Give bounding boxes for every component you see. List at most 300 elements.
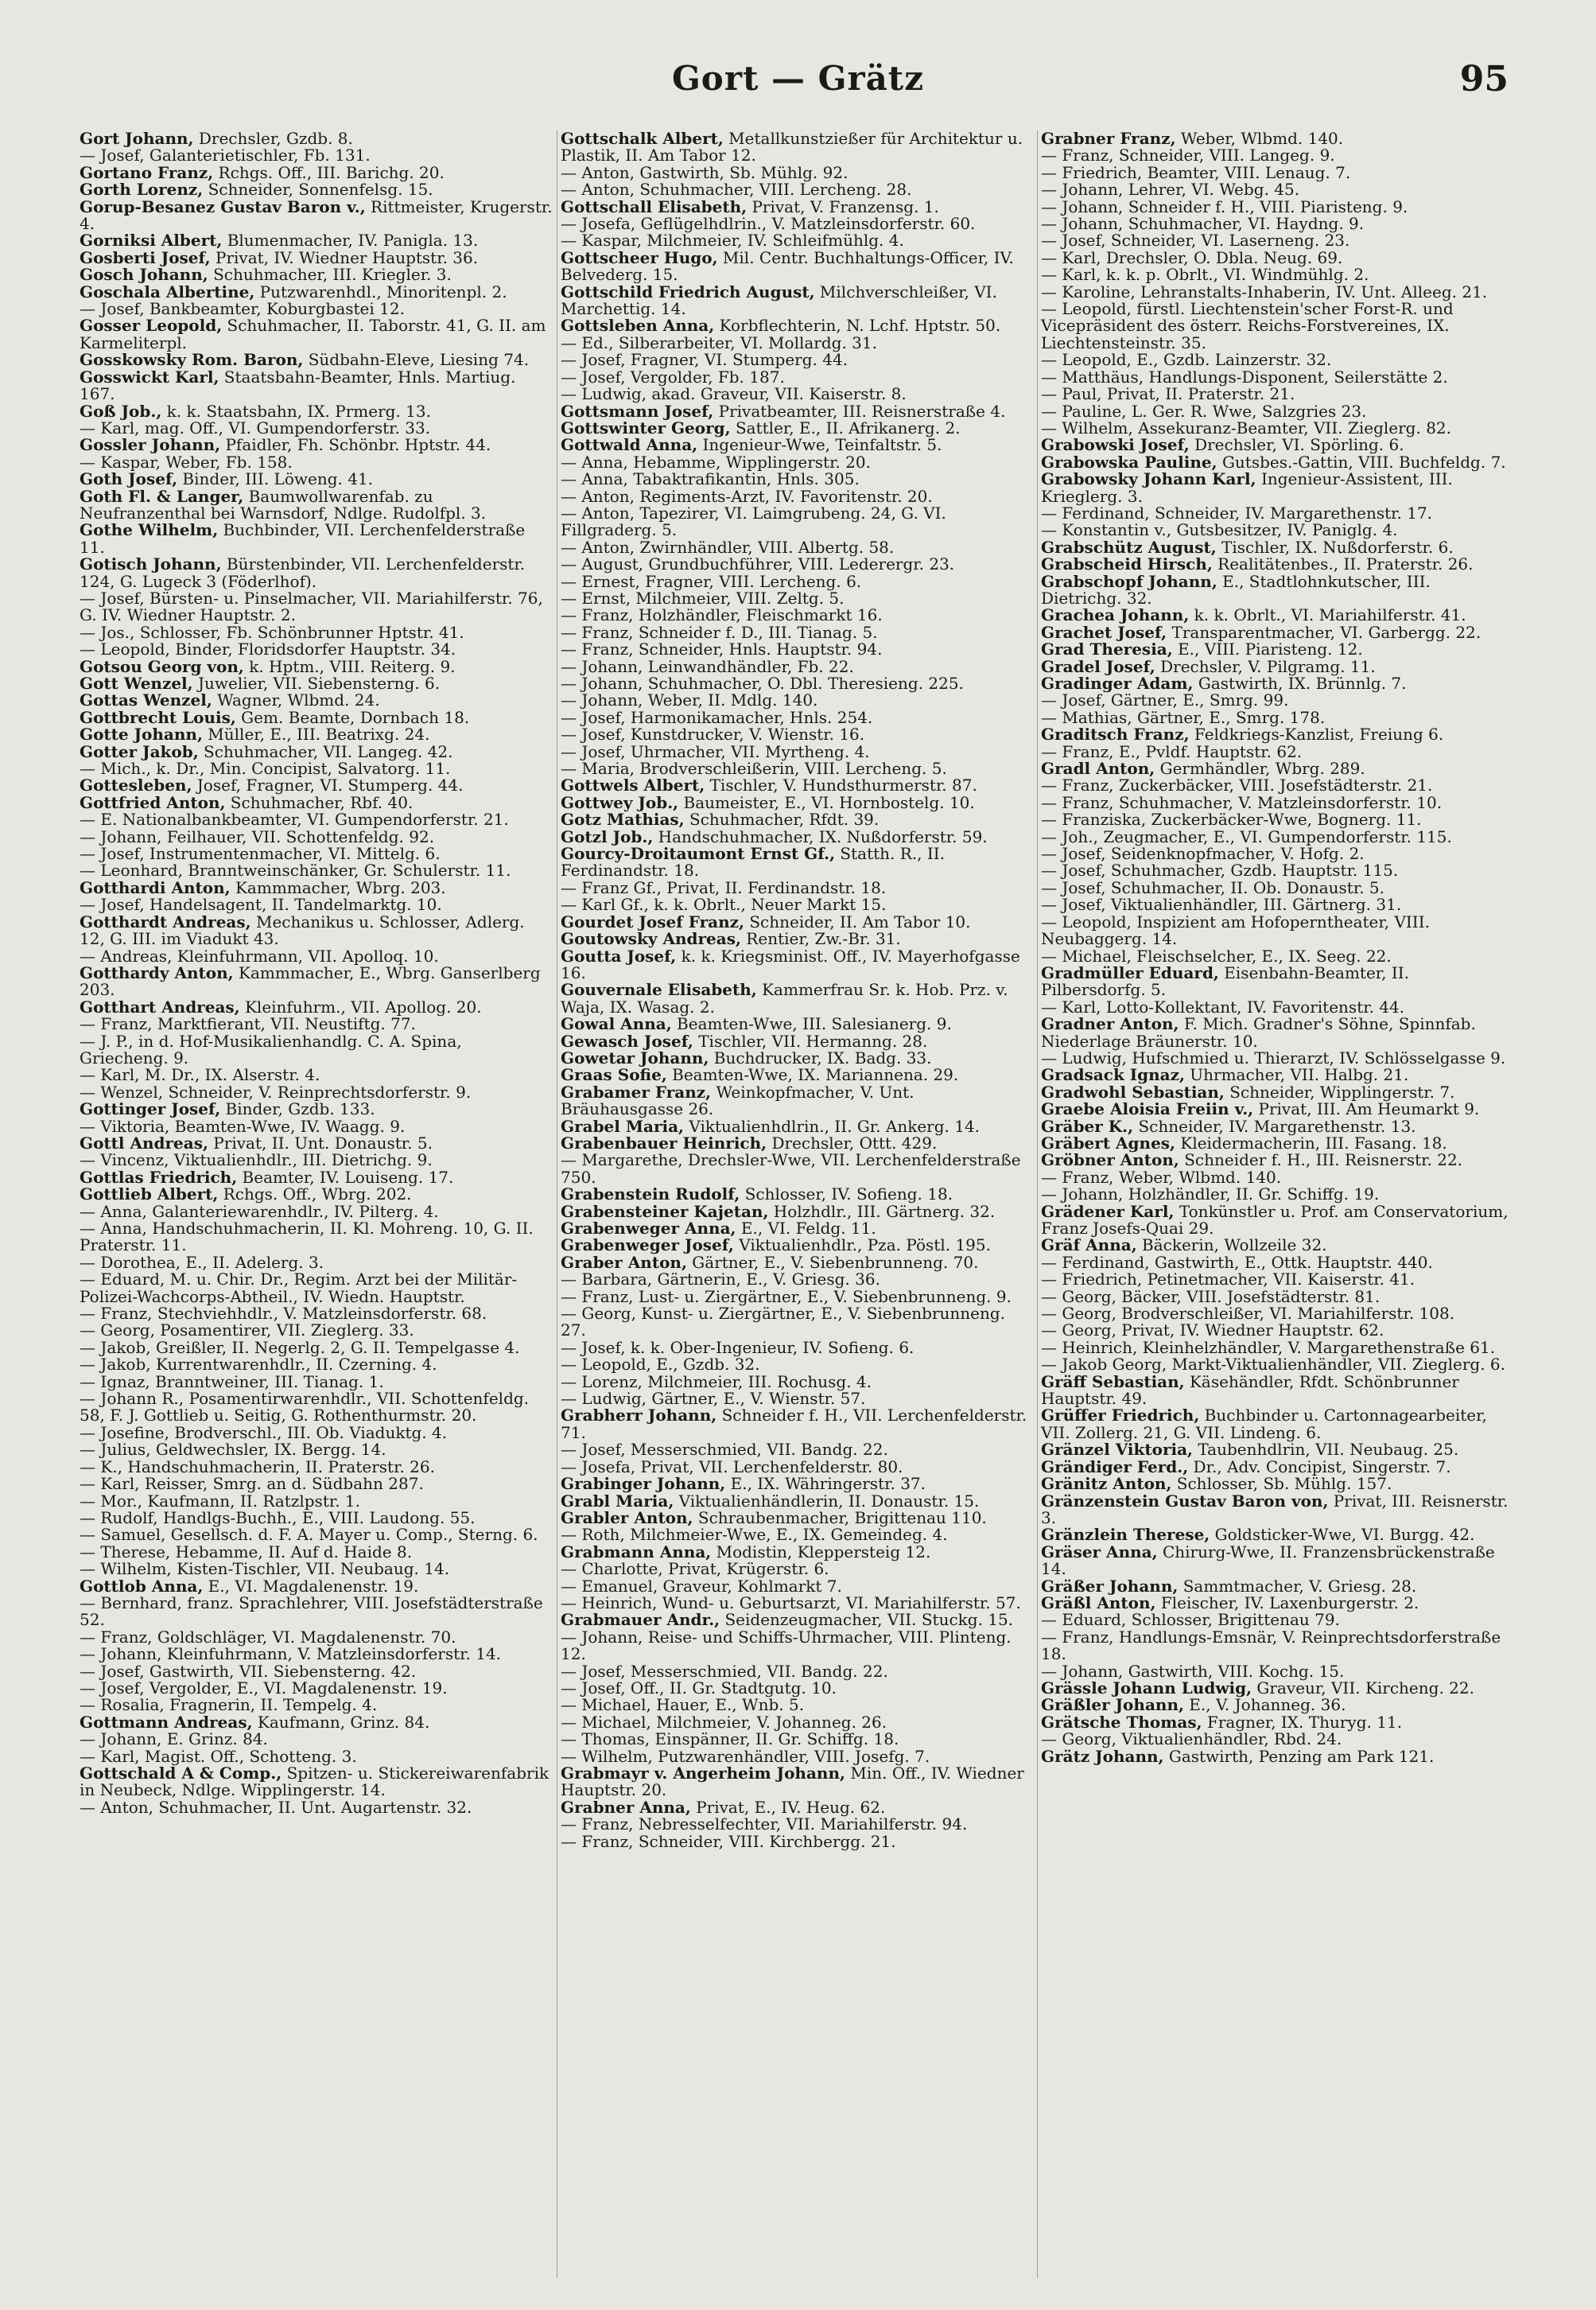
entry-name: Gräßler Johann, [1041,1695,1184,1715]
entry-name: Grabscheid Hirsch, [1041,554,1213,574]
directory-entry [561,1507,1035,1527]
directory-entry [80,624,553,641]
directory-entry [80,1271,553,1305]
entry-details: — Karl, Drechsler, O. Dbla. Neug. 69. [1041,247,1343,267]
directory-entry [1041,962,1515,1000]
directory-entry [80,656,553,676]
entry-details: E., VI. Feldg. 11. [736,1219,876,1238]
directory-entry [1041,641,1515,658]
directory-entry [561,1526,1035,1543]
entry-details: — Josef, Gastwirth, VII. Siebensterng. 42. [80,1661,417,1681]
entry-details: Graveur, VII. Kircheng. 22. [1252,1678,1474,1698]
directory-entry [1041,1748,1515,1765]
directory-entry [80,1305,553,1322]
entry-name: Gorth Lorenz, [80,180,204,200]
directory-entry [80,1765,553,1799]
directory-entry [80,1526,553,1543]
entry-details: — Johann, Gastwirth, VIII. Kochg. 15. [1041,1661,1345,1681]
entry-details: Holzhdlr., III. Gärtnerg. 32. [768,1201,996,1221]
entry-name: Grabschopf Johann, [1041,571,1217,591]
directory-entry [80,777,553,794]
entry-details: — Anton, Regiments-Arzt, IV. Favoritenstr. 20. [561,486,933,506]
entry-details: Viktualienhdlrin., II. Gr. Ankerg. 14. [684,1116,981,1136]
entry-name: Graas Sofie, [561,1065,667,1085]
directory-entry [561,1697,1035,1713]
entry-details: Beamten-Wwe, III. Salesianerg. 9. [671,1014,952,1034]
directory-entry [80,162,553,182]
directory-entry [80,1356,553,1373]
directory-entry [80,1067,553,1083]
entry-details: E., Stadtlohnkutscher, III. Dietrichg. 32. [1041,571,1431,608]
directory-entry [1041,181,1515,198]
entry-name: Gotzl Job., [561,826,654,846]
directory-entry [80,1101,553,1118]
directory-entry [1041,403,1515,420]
directory-entry [1041,1067,1515,1083]
entry-name: Gottschild Friedrich August, [561,282,815,301]
entry-details: Transparentmacher, VI. Garbergg. 22. [1167,622,1481,642]
entry-details: — Paul, Privat, II. Praterstr. 21. [1041,384,1295,404]
entry-name: Gewasch Josef, [561,1031,693,1051]
directory-entry [561,1084,1035,1118]
directory-entry [1041,707,1515,727]
entry-name: Gorniksi Albert, [80,231,223,251]
directory-entry [561,777,1035,794]
entry-details: — Wilhelm, Kisten-Tischler, VII. Neubaug. 14. [80,1559,450,1579]
entry-details: — Eduard, Schlosser, Brigittenau 79. [1041,1610,1340,1630]
entry-details: Ingenieur-Assistent, III. Krieglerg. 3. [1041,469,1453,506]
entry-name: Gotsou Georg von, [80,656,244,676]
entry-name: Gossler Johann, [80,435,221,455]
directory-entry [561,1118,1035,1135]
entry-name: Grabenweger Anna, [561,1219,736,1238]
entry-name: Grädener Karl, [1041,1201,1175,1221]
entry-details: Weber, Wlbmd. 140. [1175,130,1344,148]
entry-details: — Johann, Weber, II. Mdlg. 140. [561,690,818,710]
entry-details: E., IX. Währingerstr. 37. [725,1474,926,1494]
directory-entry [80,707,553,727]
entry-details: — Thomas, Einspänner, II. Gr. Schiffg. 18. [561,1729,899,1749]
page-title: Gort — Grätz [671,59,925,98]
directory-entry [561,1186,1035,1203]
directory-entry [561,811,1035,828]
directory-entry [80,471,553,488]
entry-name: Gottmann Andreas, [80,1712,253,1732]
directory-entry [561,1305,1035,1340]
entry-name: Gotter Jakob, [80,741,199,761]
entry-name: Grabner Franz, [1041,130,1176,148]
directory-entry [1041,1169,1515,1186]
directory-entry [561,1407,1035,1441]
entry-details: — Franz, Holzhändler, Fleischmarkt 16. [561,605,883,625]
directory-entry [80,1561,553,1577]
entry-name: Gotz Mathias, [561,810,685,830]
entry-details: — Margarethe, Drechsler-Wwe, VII. Lerchenfelderstraße 750. [561,1150,1021,1187]
directory-entry [1041,1050,1515,1067]
entry-details: — Franz, Goldschläger, VI. Magdalenenstr. 70. [80,1627,456,1647]
entry-details: — Andreas, Kleinfuhrmann, VII. Apolloq. 10. [80,946,439,966]
entry-name: Gränitz Anton, [1041,1474,1172,1494]
directory-entry [80,1456,553,1476]
entry-details: Buchbinder, VII. Lerchenfelderstraße 11. [80,520,526,557]
entry-details: — J. P., in d. Hof-Musikalienhandlg. C. A. Spina, Griecheng. 9. [80,1031,462,1068]
directory-entry [1041,1337,1515,1357]
entry-name: Gradmüller Eduard, [1041,962,1219,982]
entry-name: Gowal Anna, [561,1014,672,1034]
directory-entry [561,1135,1035,1152]
entry-name: Goth Fl. & Langer, [80,486,244,506]
entry-details: Dr., Adv. Concipist, Singerstr. 7. [1188,1456,1451,1476]
entry-details: Spitzen- u. Stickereiwarenfabrik in Neubeck, Ndlge. Wipplingerstr. 14. [80,1764,549,1800]
entry-details: — Josef, Messerschmied, VII. Bandg. 22. [561,1440,888,1460]
entry-details: Kleinfuhrm., VII. Apollog. 20. [239,997,482,1017]
entry-name: Gottschall Elisabeth, [561,196,748,216]
entry-details: — Josef, Bürsten- u. Pinselmacher, VII. Mariahilferstr. 76, G. IV. Wiedner Hauptstr. 2. [80,588,543,625]
column-1 [80,130,553,2278]
entry-details: — Josef, Handelsagent, II. Tandelmarktg. 10. [80,895,442,915]
entry-name: Gräßer Johann, [1041,1576,1179,1596]
directory-entry [561,1356,1035,1373]
entry-details: Beamten-Wwe, IX. Mariannena. 29. [666,1065,959,1085]
entry-details: Sattler, E., II. Afrikanerg. 2. [730,418,961,438]
directory-entry [1041,1731,1515,1748]
entry-details: Chirurg-Wwe, II. Franzensbrückenstraße 14. [1041,1542,1495,1579]
entry-details: Privat, IV. Wiedner Hauptstr. 36. [210,247,479,267]
directory-entry [80,1629,553,1646]
entry-details: Realitätenbes., II. Praterstr. 26. [1212,554,1474,574]
directory-entry [561,1220,1035,1237]
entry-details: — Josef, Fragner, VI. Stumperg. 44. [561,350,848,370]
entry-name: Grabner Anna, [561,1797,691,1817]
directory-entry [1041,1476,1515,1492]
directory-entry [561,317,1035,334]
directory-entry [1041,877,1515,897]
directory-entry [80,1337,553,1357]
entry-details: — Franz Gf., Privat, II. Ferdinandstr. 18. [561,877,887,897]
entry-details: Schneider f. H., VII. Lerchenfelderstr. 71. [561,1406,1027,1442]
entry-name: Gortano Franz, [80,162,214,182]
entry-details: — Leopold, E., Gzdb. Lainzerstr. 32. [1041,350,1332,370]
directory-entry [80,792,553,812]
entry-details: — Karl, mag. Off., VI. Gumpendorferstr. 33. [80,418,431,438]
entry-details: Mil. Centr. Buchhaltungs-Officer, IV. Belvederg. 15. [561,247,1014,285]
entry-details: — Josef, Uhrmacher, VII. Myrtheng. 4. [561,741,870,761]
entry-name: Grabl Maria, [561,1491,674,1511]
entry-details: — Ludwig, Hufschmied u. Thierarzt, IV. Schlösselgasse 9. [1041,1048,1506,1068]
directory-entry [1041,914,1515,948]
entry-name: Grabmann Anna, [561,1542,712,1561]
entry-details: Rentier, Zw.-Br. 31. [740,929,901,949]
directory-entry [80,692,553,709]
directory-entry [1041,1612,1515,1628]
entry-details: — Franz, Nebresselfechter, VII. Mariahilferstr. 94. [561,1814,968,1834]
entry-details: — Georg, Bäcker, VIII. Josefstädterstr. 81. [1041,1286,1380,1306]
directory-entry [1041,1441,1515,1458]
directory-entry [561,369,1035,386]
directory-entry [1041,386,1515,402]
entry-details: — Leopold, Inspizient am Hofoperntheater, VIII. Neubaggerg. 14. [1041,912,1430,949]
entry-details: Kammmacher, Wbrg. 203. [230,877,446,897]
entry-name: Gothe Wilhelm, [80,520,219,540]
directory-entry [80,896,553,913]
directory-entry [80,181,553,198]
directory-entry [80,914,553,948]
entry-details: — Josef, Viktualienhändler, III. Gärtnerg. 31. [1041,895,1402,915]
entry-details: Schlosser, IV. Sofieng. 18. [740,1184,953,1204]
entry-details: — Josef, Vergolder, Fb. 187. [561,367,785,387]
directory-entry [80,352,553,368]
entry-name: Gränzenstein Gustav Baron von, [1041,1491,1329,1511]
entry-details: — Ludwig, Gärtner, E., V. Wienstr. 57. [561,1389,866,1409]
entry-details: — Leonhard, Branntweinschänker, Gr. Schulerstr. 11. [80,861,511,881]
entry-details: Wagner, Wlbmd. 24. [212,690,380,710]
directory-entry [561,471,1035,488]
entry-details: — Josefa, Privat, VII. Lerchenfelderstr. 80. [561,1456,903,1476]
directory-entry [561,792,1035,812]
entry-name: Grabler Anton, [561,1507,693,1527]
entry-details: Binder, Gzdb. 133. [220,1099,375,1119]
entry-details: — Emanuel, Graveur, Kohlmarkt 7. [561,1576,842,1596]
entry-name: Gränzel Viktoria, [1041,1440,1194,1460]
directory-entry [80,437,553,453]
entry-details: Weinkopfmacher, V. Unt. Bräuhausgasse 26. [561,1082,914,1119]
entry-details: — Wilhelm, Assekuranz-Beamter, VII. Zieglerg. 82. [1041,418,1451,438]
directory-entry [561,1441,1035,1458]
directory-entry [1041,147,1515,164]
entry-details: — Karl, Lotto-Kollektant, IV. Favoritenstr. 44. [1041,997,1405,1017]
entry-details: — Franz, Zuckerbäcker, VIII. Josefstädterstr. 21. [1041,776,1433,795]
entry-details: Baumeister, E., VI. Hornbostelg. 10. [678,792,975,812]
entry-details: — Dorothea, E., II. Adelerg. 3. [80,1252,324,1272]
entry-details: Viktualienhdlr., Pza. Pöstl. 195. [733,1235,991,1255]
directory-entry [561,1680,1035,1697]
entry-details: — Josef, Messerschmied, VII. Bandg. 22. [561,1661,888,1681]
directory-entry [561,332,1035,352]
directory-entry [80,826,553,846]
directory-entry [1041,266,1515,283]
directory-entry [561,607,1035,624]
entry-details: — Karoline, Lehranstalts-Inhaberin, IV. Unt. Alleeg. 21. [1041,282,1488,301]
entry-details: — Ernest, Fragner, VIII. Lercheng. 6. [561,571,862,591]
entry-details: — Josef, Vergolder, E., VI. Magdalenenstr. 19. [80,1678,448,1698]
directory-entry [1041,1254,1515,1271]
entry-details: Rchgs. Off., III. Barichg. 20. [213,162,445,182]
directory-entry [1041,1578,1515,1595]
directory-entry [1041,1135,1515,1152]
directory-entry [1041,1526,1515,1543]
entry-details: Fragner, IX. Thuryg. 11. [1202,1712,1403,1732]
entry-details: — Franziska, Zuckerbäcker-Wwe, Bognerg. 11. [1041,810,1422,830]
entry-name: Goth Josef, [80,469,178,489]
entry-details: Goldsticker-Wwe, VI. Burgg. 42. [1210,1525,1475,1545]
directory-entry [561,641,1035,658]
directory-entry [561,624,1035,641]
entry-details: Gärtner, E., V. Siebenbrunneng. 70. [686,1252,979,1272]
directory-entry [1041,777,1515,794]
directory-entry [561,1731,1035,1748]
entry-details: — Georg, Privat, IV. Wiedner Hauptstr. 62. [1041,1320,1384,1340]
directory-entry [1041,811,1515,828]
directory-entry [561,1612,1035,1628]
directory-entry [561,1578,1035,1595]
directory-entry [1041,352,1515,368]
page-header [0,59,1596,107]
entry-details: — Josef, Galanterietischler, Fb. 131. [80,146,371,165]
entry-details: — Georg, Kunst- u. Ziergärtner, E., V. Siebenbrunneng. 27. [561,1304,1006,1340]
directory-entry [1041,539,1515,556]
entry-name: Gosskowsky Rom. Baron, [80,350,304,370]
entry-name: Gottschalk Albert, [561,130,724,148]
entry-name: Gottwey Job., [561,792,679,812]
directory-entry [80,556,553,590]
entry-details: — Roth, Milchmeier-Wwe, E., IX. Gemeindeg. 4. [561,1525,948,1545]
entry-details: — Karl, Reisser, Smrg. an d. Südbahn 287. [80,1474,424,1494]
directory-entry [561,352,1035,368]
directory-entry [80,1507,553,1527]
entry-name: Gottscheer Hugo, [561,247,718,267]
entry-details: — Karl Gf., k. k. Obrlt., Neuer Markt 15. [561,895,887,915]
entry-details: — Karl, M. Dr., IX. Alserstr. 4. [80,1065,320,1085]
entry-details: — Anna, Tabaktrafikantin, Hnls. 305. [561,469,860,489]
directory-entry [561,488,1035,505]
directory-entry [1041,826,1515,846]
directory-entry [561,539,1035,556]
directory-entry [561,1748,1035,1765]
entry-name: Gottesleben, [80,776,192,795]
entry-name: Gottsmann Josef, [561,401,714,421]
entry-details: — Friedrich, Petinetmacher, VII. Kaiserstr. 41. [1041,1270,1415,1289]
entry-details: — Franz, Schuhmacher, V. Matzleinsdorferstr. 10. [1041,792,1443,812]
directory-entry [1041,692,1515,709]
entry-name: Gotthardi Anton, [80,877,231,897]
directory-entry [561,1201,1035,1221]
entry-details: Gastwirth, IX. Brünnlg. 7. [1193,674,1407,693]
directory-entry [80,641,553,658]
columns [80,130,1511,2278]
directory-entry [561,247,1035,285]
entry-details: — Josef, k. k. Ober-Ingenieur, IV. Sofieng. 6. [561,1337,914,1357]
entry-name: Grabensteiner Kajetan, [561,1201,769,1221]
entry-details: Kleidermacherin, III. Fasang. 18. [1175,1133,1447,1153]
entry-details: — Ferdinand, Gastwirth, E., Ottk. Hauptstr. 440. [1041,1252,1433,1272]
directory-entry [561,1476,1035,1492]
entry-name: Grabenstein Rudolf, [561,1184,740,1204]
directory-entry [561,948,1035,982]
directory-entry [561,1337,1035,1357]
directory-entry [80,1441,553,1458]
entry-details: Staatsbahn-Beamter, Hnls. Martiug. 167. [80,367,516,404]
directory-entry [561,692,1035,709]
entry-details: — Bernhard, franz. Sprachlehrer, VIII. Josefstädterstraße 52. [80,1592,543,1630]
directory-entry [561,1816,1035,1833]
entry-name: Gottfried Anton, [80,792,226,812]
entry-details: — Anton, Schuhmacher, II. Unt. Augartenstr. 32. [80,1797,472,1817]
entry-details: — Konstantin v., Gutsbesitzer, IV. Paniglg. 4. [1041,520,1398,540]
entry-details: Drechsler, VI. Spörling. 6. [1189,435,1404,455]
entry-name: Grätz Johann, [1041,1746,1164,1766]
directory-entry [561,454,1035,471]
entry-details: Drechsler, Gzdb. 8. [193,130,353,148]
directory-entry [1041,1305,1515,1322]
directory-entry [1041,1544,1515,1578]
directory-entry [561,1561,1035,1577]
entry-name: Gräbert Agnes, [1041,1133,1176,1153]
entry-name: Grachet Josef, [1041,622,1167,642]
entry-details: k. k. Staatsbahn, IX. Prmerg. 13. [161,401,431,421]
entry-details: Schneider, II. Am Tabor 10. [744,912,971,931]
entry-name: Gotthardy Anton, [80,962,234,982]
entry-details: — Maria, Brodverschleißerin, VIII. Lercheng. 5. [561,759,947,779]
entry-name: Gorup-Besanez Gustav Baron v., [80,196,366,216]
directory-entry [1041,247,1515,267]
directory-entry [80,846,553,862]
entry-details: Putzwarenhdl., Minoritenpl. 2. [254,282,507,301]
entry-details: Metallkunstzießer für Architektur u. Plastik, II. Am Tabor 12. [561,130,1023,165]
directory-entry [80,1322,553,1339]
entry-details: — Johann, E. Grinz. 84. [80,1729,268,1749]
entry-name: Gottsleben Anna, [561,316,715,336]
directory-entry [80,999,553,1016]
entry-details: Binder, III. Löweng. 41. [177,469,374,489]
directory-entry [80,232,553,249]
entry-name: Grabschütz August, [1041,537,1217,557]
entry-name: Gosser Leopold, [80,316,223,336]
entry-name: Gourdet Josef Franz, [561,912,744,931]
entry-name: Grabowsky Johann Karl, [1041,469,1256,489]
entry-name: Grabenweger Josef, [561,1235,734,1255]
directory-entry [561,760,1035,777]
directory-entry [1041,862,1515,879]
entry-details: — Barbara, Gärtnerin, E., V. Griesg. 36. [561,1270,880,1289]
entry-details: — Michael, Milchmeier, V. Johanneg. 26. [561,1712,887,1732]
entry-details: — Anna, Hebamme, Wipplingerstr. 20. [561,452,871,472]
directory-entry [561,1831,1035,1851]
directory-entry [1041,1118,1515,1135]
directory-entry [561,1271,1035,1288]
directory-entry [80,147,553,164]
entry-details: — Kaspar, Weber, Fb. 158. [80,452,293,472]
entry-details: Milchverschleißer, VI. Marchettig. 14. [561,282,997,319]
entry-details: Josef, Fragner, VI. Stumperg. 44. [192,776,464,795]
entry-name: Graditsch Franz, [1041,725,1190,745]
entry-details: Fleischer, IV. Laxenburgerstr. 2. [1155,1592,1419,1612]
directory-entry [1041,741,1515,761]
directory-entry [80,1748,553,1765]
entry-details: — Georg, Posamentirer, VII. Zieglerg. 33. [80,1320,414,1340]
entry-name: Gotthart Andreas, [80,997,240,1017]
entry-name: Grässle Johann Ludwig, [1041,1678,1252,1698]
entry-details: — Heinrich, Wund- u. Geburtsarzt, VI. Mariahilferstr. 57. [561,1592,1021,1612]
entry-details: — Johann, Leinwandhändler, Fb. 22. [561,656,854,676]
entry-details: — Johann, Kleinfuhrmann, V. Matzleinsdorferstr. 14. [80,1644,502,1664]
entry-details: — Eduard, M. u. Chir. Dr., Regim. Arzt bei der Militär-Polizei-Wachcorps-Abtheil., IV. Wiedn. Hauptstr. [80,1270,518,1306]
entry-details: — Jos., Schlosser, Fb. Schönbrunner Hptstr. 41. [80,622,464,642]
entry-details: — Kaspar, Milchmeier, IV. Schleifmühlg. 4. [561,231,904,251]
entry-details: k. Hptm., VIII. Reiterg. 9. [243,656,456,676]
directory-entry [1041,1407,1515,1441]
entry-name: Goutta Josef, [561,946,677,966]
directory-entry [80,1169,553,1186]
directory-entry [1041,792,1515,812]
entry-details: Gutsbes.-Gattin, VIII. Buchfeldg. 7. [1217,452,1506,472]
entry-details: — Friedrich, Beamter, VIII. Lenaug. 7. [1041,162,1351,182]
entry-name: Goschala Albertine, [80,282,255,301]
entry-details: Taubenhdlrin, VII. Neubaug. 25. [1193,1440,1459,1460]
entry-name: Grabenbauer Heinrich, [561,1133,767,1153]
entry-name: Gradel Josef, [1041,656,1155,676]
entry-details: — Johann, Feilhauer, VII. Schottenfeldg. 92. [80,826,435,846]
entry-details: — Josefa, Geflügelhdlrin., V. Matzleinsdorferstr. 60. [561,214,976,234]
